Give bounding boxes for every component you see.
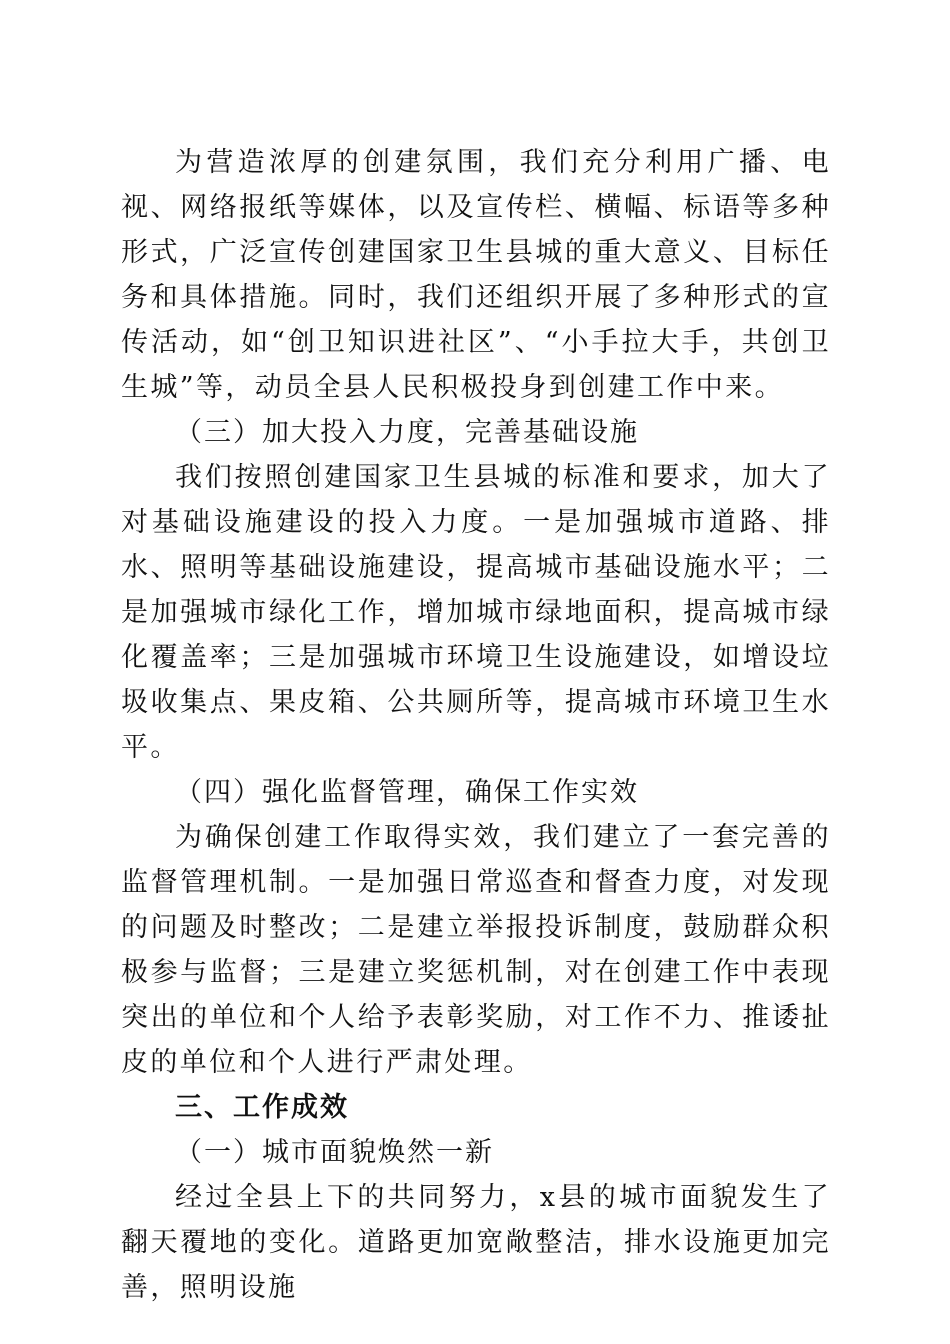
heading-results: 三、工作成效 bbox=[175, 1092, 349, 1123]
subheading-city-appearance: （一）城市面貌焕然一新 bbox=[175, 1137, 494, 1168]
subheading-investment: （三）加大投入力度，完善基础设施 bbox=[175, 417, 639, 448]
paragraph-city-appearance: 经过全县上下的共同努力，x县的城市面貌发生了翻天覆地的变化。道路更加宽敞整洁，排水设施更加完善，照明设施 bbox=[121, 1182, 831, 1303]
paragraph-infrastructure: 我们按照创建国家卫生县城的标准和要求，加大了对基础设施建设的投入力度。一是加强城市道路、排水、照明等基础设施建设，提高城市基础设施水平；二是加强城市绿化工作，增加城市绿地面积，提高城市绿化覆盖率；三是加强城市环境卫生设施建设，如增设垃圾收集点、果皮箱、公共厕所等，提高城市环境卫生水平。 bbox=[121, 462, 831, 763]
paragraph-publicity: 为营造浓厚的创建氛围，我们充分利用广播、电视、网络报纸等媒体，以及宣传栏、横幅、标语等多种形式，广泛宣传创建国家卫生县城的重大意义、目标任务和具体措施。同时，我们还组织开展了多种形式的宣传活动，如“创卫知识进社区”、“小手拉大手，共创卫生城”等，动员全县人民积极投身到创建工作中来。 bbox=[121, 147, 831, 403]
paragraph-supervision: 为确保创建工作取得实效，我们建立了一套完善的监督管理机制。一是加强日常巡查和督查力度，对发现的问题及时整改；二是建立举报投诉制度，鼓励群众积极参与监督；三是建立奖惩机制，对在创建工作中表现突出的单位和个人给予表彰奖励，对工作不力、推诿扯皮的单位和个人进行严肃处理。 bbox=[121, 822, 831, 1078]
document-body bbox=[121, 140, 831, 1310]
subheading-supervision: （四）强化监督管理，确保工作实效 bbox=[175, 777, 639, 808]
